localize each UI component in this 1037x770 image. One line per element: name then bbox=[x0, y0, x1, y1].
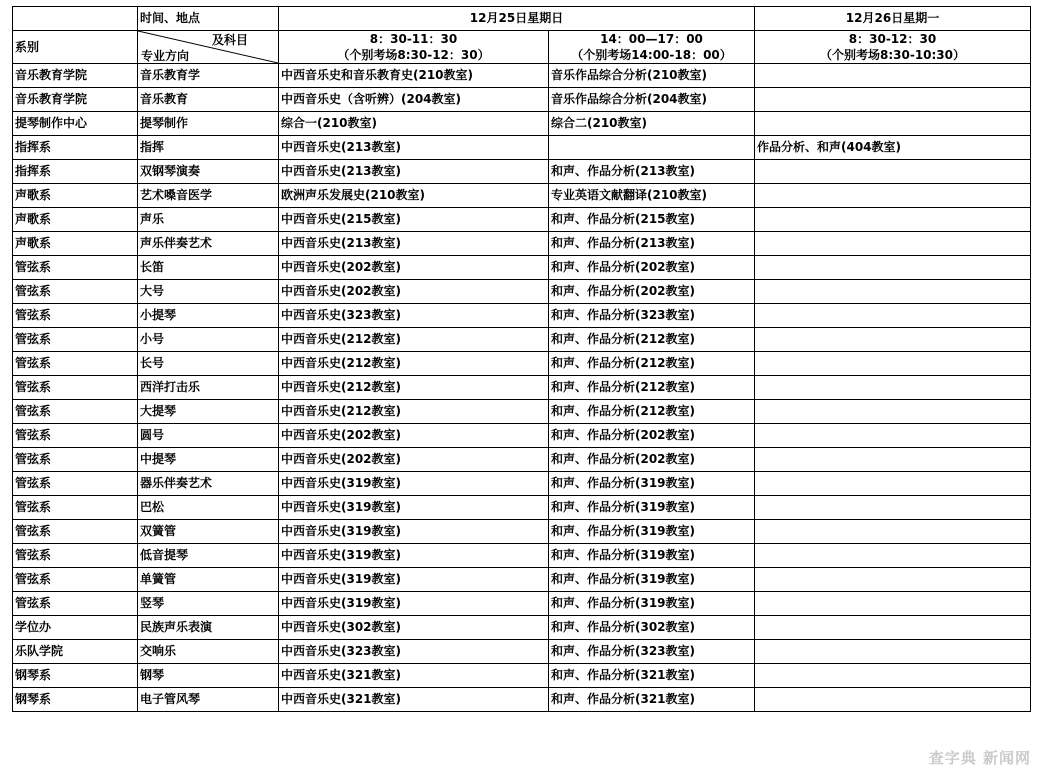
table-row bbox=[13, 208, 1031, 232]
slot1-cell: 中西音乐史(213教室) bbox=[279, 232, 549, 256]
table-row bbox=[13, 664, 1031, 688]
slot1-time: 8：30-11：30 bbox=[369, 32, 458, 46]
dept-cell: 钢琴系 bbox=[13, 664, 138, 688]
slot1-cell: 中西音乐史(212教室) bbox=[279, 376, 549, 400]
slot3-note: （个别考场8:30-10:30） bbox=[819, 48, 966, 62]
slot1-note: （个别考场8:30-12：30） bbox=[337, 48, 490, 62]
slot2-cell: 和声、作品分析(323教室) bbox=[549, 304, 755, 328]
slot1-cell: 中西音乐史(302教室) bbox=[279, 616, 549, 640]
slot2-cell bbox=[549, 136, 755, 160]
slot1-cell: 中西音乐史和音乐教育史(210教室) bbox=[279, 64, 549, 88]
table-row bbox=[13, 496, 1031, 520]
major-cell: 大提琴 bbox=[138, 400, 279, 424]
major-cell: 中提琴 bbox=[138, 448, 279, 472]
slot1-cell: 中西音乐史(319教室) bbox=[279, 496, 549, 520]
dept-cell: 管弦系 bbox=[13, 304, 138, 328]
dept-cell: 管弦系 bbox=[13, 256, 138, 280]
dept-cell: 声歌系 bbox=[13, 208, 138, 232]
slot3-cell bbox=[755, 64, 1031, 88]
header-day1: 12月25日星期日 bbox=[279, 7, 755, 31]
table-row bbox=[13, 376, 1031, 400]
slot3-cell bbox=[755, 664, 1031, 688]
slot3-cell bbox=[755, 304, 1031, 328]
major-cell: 双钢琴演奏 bbox=[138, 160, 279, 184]
major-cell: 低音提琴 bbox=[138, 544, 279, 568]
slot3-cell bbox=[755, 520, 1031, 544]
slot1-cell: 中西音乐史(212教室) bbox=[279, 352, 549, 376]
dept-cell: 音乐教育学院 bbox=[13, 64, 138, 88]
major-cell: 指挥 bbox=[138, 136, 279, 160]
slot2-cell: 专业英语文献翻译(210教室) bbox=[549, 184, 755, 208]
dept-cell: 声歌系 bbox=[13, 184, 138, 208]
header-row-dates bbox=[13, 7, 1031, 31]
table-row bbox=[13, 256, 1031, 280]
dept-cell: 管弦系 bbox=[13, 472, 138, 496]
dept-cell: 管弦系 bbox=[13, 400, 138, 424]
table-row bbox=[13, 64, 1031, 88]
slot2-cell: 和声、作品分析(319教室) bbox=[549, 520, 755, 544]
major-cell: 音乐教育学 bbox=[138, 64, 279, 88]
table-row bbox=[13, 400, 1031, 424]
dept-cell: 提琴制作中心 bbox=[13, 112, 138, 136]
table-row bbox=[13, 328, 1031, 352]
slot2-time: 14：00—17：00 bbox=[600, 32, 703, 46]
slot3-cell bbox=[755, 472, 1031, 496]
slot3-cell bbox=[755, 616, 1031, 640]
slot3-cell bbox=[755, 280, 1031, 304]
slot2-cell: 音乐作品综合分析(204教室) bbox=[549, 88, 755, 112]
slot2-cell: 和声、作品分析(202教室) bbox=[549, 448, 755, 472]
major-cell: 圆号 bbox=[138, 424, 279, 448]
dept-cell: 管弦系 bbox=[13, 352, 138, 376]
slot3-cell bbox=[755, 160, 1031, 184]
header-major-label: 专业方向 bbox=[141, 49, 190, 63]
major-cell: 小号 bbox=[138, 328, 279, 352]
slot1-cell: 中西音乐史(323教室) bbox=[279, 304, 549, 328]
header-subject-label: 及科目 bbox=[211, 33, 248, 47]
major-cell: 钢琴 bbox=[138, 664, 279, 688]
dept-cell: 钢琴系 bbox=[13, 688, 138, 712]
major-cell: 提琴制作 bbox=[138, 112, 279, 136]
slot1-cell: 综合一(210教室) bbox=[279, 112, 549, 136]
slot1-cell: 欧洲声乐发展史(210教室) bbox=[279, 184, 549, 208]
slot3-cell bbox=[755, 352, 1031, 376]
slot2-cell: 和声、作品分析(202教室) bbox=[549, 424, 755, 448]
table-row bbox=[13, 304, 1031, 328]
slot3-cell: 作品分析、和声(404教室) bbox=[755, 136, 1031, 160]
slot2-cell: 和声、作品分析(302教室) bbox=[549, 616, 755, 640]
slot2-cell: 和声、作品分析(212教室) bbox=[549, 328, 755, 352]
table-row bbox=[13, 136, 1031, 160]
major-cell: 单簧管 bbox=[138, 568, 279, 592]
slot3-cell bbox=[755, 184, 1031, 208]
slot1-cell: 中西音乐史（含听辨）(204教室) bbox=[279, 88, 549, 112]
dept-cell: 音乐教育学院 bbox=[13, 88, 138, 112]
slot1-cell: 中西音乐史(212教室) bbox=[279, 328, 549, 352]
header-time-place: 时间、地点 bbox=[138, 7, 279, 31]
slot2-cell: 和声、作品分析(202教室) bbox=[549, 280, 755, 304]
slot1-cell: 中西音乐史(323教室) bbox=[279, 640, 549, 664]
slot2-cell: 和声、作品分析(215教室) bbox=[549, 208, 755, 232]
dept-cell: 管弦系 bbox=[13, 568, 138, 592]
slot3-cell bbox=[755, 112, 1031, 136]
slot1-cell: 中西音乐史(319教室) bbox=[279, 520, 549, 544]
table-row bbox=[13, 88, 1031, 112]
slot2-cell: 和声、作品分析(319教室) bbox=[549, 472, 755, 496]
slot1-cell: 中西音乐史(202教室) bbox=[279, 448, 549, 472]
table-row bbox=[13, 472, 1031, 496]
watermark-logo: 查字典 新闻网 bbox=[928, 749, 1031, 767]
major-cell: 大号 bbox=[138, 280, 279, 304]
major-cell: 竖琴 bbox=[138, 592, 279, 616]
slot2-cell: 和声、作品分析(213教室) bbox=[549, 232, 755, 256]
header-slot3 bbox=[755, 31, 1031, 64]
slot3-cell bbox=[755, 688, 1031, 712]
table-row bbox=[13, 112, 1031, 136]
slot3-cell bbox=[755, 232, 1031, 256]
dept-cell: 管弦系 bbox=[13, 328, 138, 352]
dept-cell: 指挥系 bbox=[13, 136, 138, 160]
slot3-cell bbox=[755, 424, 1031, 448]
slot3-cell bbox=[755, 544, 1031, 568]
slot2-cell: 和声、作品分析(321教室) bbox=[549, 688, 755, 712]
slot3-cell bbox=[755, 568, 1031, 592]
slot2-cell: 和声、作品分析(319教室) bbox=[549, 592, 755, 616]
slot2-cell: 和声、作品分析(319教室) bbox=[549, 496, 755, 520]
slot1-cell: 中西音乐史(319教室) bbox=[279, 472, 549, 496]
dept-cell: 管弦系 bbox=[13, 592, 138, 616]
slot1-cell: 中西音乐史(319教室) bbox=[279, 544, 549, 568]
header-slot2 bbox=[549, 31, 755, 64]
slot2-cell: 和声、作品分析(323教室) bbox=[549, 640, 755, 664]
slot2-cell: 和声、作品分析(212教室) bbox=[549, 400, 755, 424]
major-cell: 小提琴 bbox=[138, 304, 279, 328]
slot1-cell: 中西音乐史(202教室) bbox=[279, 280, 549, 304]
dept-cell: 指挥系 bbox=[13, 160, 138, 184]
table-row bbox=[13, 592, 1031, 616]
slot2-cell: 和声、作品分析(319教室) bbox=[549, 544, 755, 568]
dept-cell: 声歌系 bbox=[13, 232, 138, 256]
slot1-cell: 中西音乐史(202教室) bbox=[279, 424, 549, 448]
header-day2: 12月26日星期一 bbox=[755, 7, 1031, 31]
major-cell: 民族声乐表演 bbox=[138, 616, 279, 640]
slot3-cell bbox=[755, 400, 1031, 424]
header-blank-cell bbox=[13, 7, 138, 31]
slot2-cell: 音乐作品综合分析(210教室) bbox=[549, 64, 755, 88]
table-row bbox=[13, 568, 1031, 592]
slot3-cell bbox=[755, 88, 1031, 112]
slot1-cell: 中西音乐史(321教室) bbox=[279, 688, 549, 712]
dept-cell: 管弦系 bbox=[13, 448, 138, 472]
header-dept: 系别 bbox=[13, 31, 138, 64]
major-cell: 器乐伴奏艺术 bbox=[138, 472, 279, 496]
slot3-cell bbox=[755, 592, 1031, 616]
header-slot1 bbox=[279, 31, 549, 64]
slot3-cell bbox=[755, 256, 1031, 280]
table-row bbox=[13, 160, 1031, 184]
slot2-cell: 和声、作品分析(321教室) bbox=[549, 664, 755, 688]
dept-cell: 乐队学院 bbox=[13, 640, 138, 664]
table-row bbox=[13, 352, 1031, 376]
slot1-cell: 中西音乐史(319教室) bbox=[279, 568, 549, 592]
major-cell: 长号 bbox=[138, 352, 279, 376]
slot3-cell bbox=[755, 448, 1031, 472]
slot2-cell: 和声、作品分析(202教室) bbox=[549, 256, 755, 280]
slot1-cell: 中西音乐史(319教室) bbox=[279, 592, 549, 616]
table-row bbox=[13, 544, 1031, 568]
slot2-cell: 综合二(210教室) bbox=[549, 112, 755, 136]
dept-cell: 管弦系 bbox=[13, 520, 138, 544]
slot3-cell bbox=[755, 376, 1031, 400]
major-cell: 西洋打击乐 bbox=[138, 376, 279, 400]
dept-cell: 管弦系 bbox=[13, 544, 138, 568]
slot3-cell bbox=[755, 208, 1031, 232]
header-diagonal-cell bbox=[138, 31, 279, 64]
dept-cell: 管弦系 bbox=[13, 280, 138, 304]
dept-cell: 管弦系 bbox=[13, 424, 138, 448]
major-cell: 巴松 bbox=[138, 496, 279, 520]
table-row bbox=[13, 640, 1031, 664]
major-cell: 长笛 bbox=[138, 256, 279, 280]
slot3-cell bbox=[755, 640, 1031, 664]
major-cell: 艺术嗓音医学 bbox=[138, 184, 279, 208]
table-row bbox=[13, 688, 1031, 712]
major-cell: 双簧管 bbox=[138, 520, 279, 544]
slot1-cell: 中西音乐史(212教室) bbox=[279, 400, 549, 424]
slot1-cell: 中西音乐史(215教室) bbox=[279, 208, 549, 232]
slot2-cell: 和声、作品分析(212教室) bbox=[549, 352, 755, 376]
slot2-cell: 和声、作品分析(212教室) bbox=[549, 376, 755, 400]
major-cell: 音乐教育 bbox=[138, 88, 279, 112]
major-cell: 声乐 bbox=[138, 208, 279, 232]
dept-cell: 管弦系 bbox=[13, 496, 138, 520]
major-cell: 交响乐 bbox=[138, 640, 279, 664]
header-row-slots bbox=[13, 31, 1031, 64]
slot1-cell: 中西音乐史(202教室) bbox=[279, 256, 549, 280]
slot1-cell: 中西音乐史(321教室) bbox=[279, 664, 549, 688]
slot3-cell bbox=[755, 328, 1031, 352]
slot3-cell bbox=[755, 496, 1031, 520]
slot3-time: 8：30-12：30 bbox=[848, 32, 937, 46]
slot1-cell: 中西音乐史(213教室) bbox=[279, 136, 549, 160]
slot2-note: （个别考场14:00-18：00） bbox=[571, 48, 732, 62]
slot2-cell: 和声、作品分析(213教室) bbox=[549, 160, 755, 184]
table-row bbox=[13, 232, 1031, 256]
dept-cell: 学位办 bbox=[13, 616, 138, 640]
table-row bbox=[13, 184, 1031, 208]
major-cell: 电子管风琴 bbox=[138, 688, 279, 712]
major-cell: 声乐伴奏艺术 bbox=[138, 232, 279, 256]
exam-schedule-table bbox=[12, 6, 1031, 712]
table-row bbox=[13, 520, 1031, 544]
table-row bbox=[13, 280, 1031, 304]
table-row bbox=[13, 448, 1031, 472]
table-row bbox=[13, 424, 1031, 448]
slot1-cell: 中西音乐史(213教室) bbox=[279, 160, 549, 184]
dept-cell: 管弦系 bbox=[13, 376, 138, 400]
slot2-cell: 和声、作品分析(319教室) bbox=[549, 568, 755, 592]
table-row bbox=[13, 616, 1031, 640]
